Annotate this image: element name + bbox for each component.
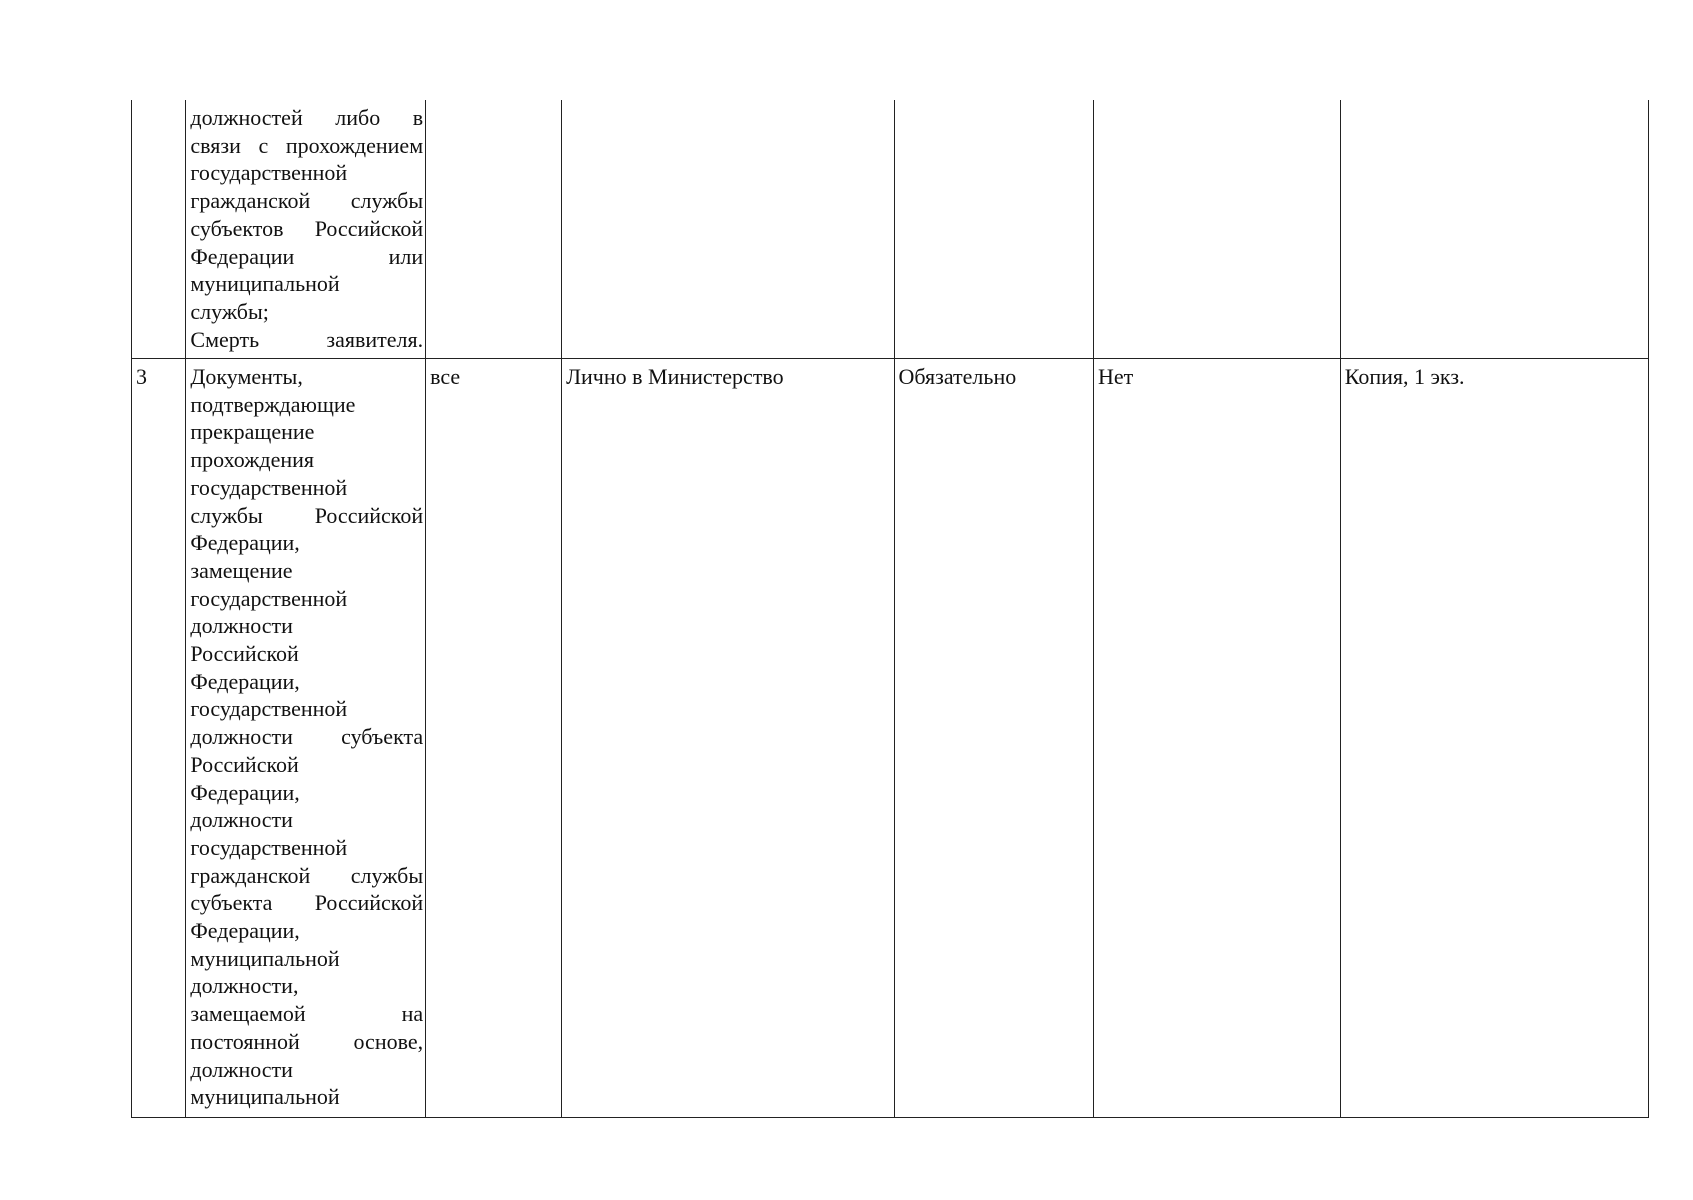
document-text <box>190 104 423 353</box>
document-line: муниципальной <box>190 945 340 971</box>
cell-form: Копия, 1 экз. <box>1340 359 1648 1118</box>
document-line: связи с прохождением <box>190 132 424 158</box>
document-line: государственной <box>190 585 348 611</box>
cell-category <box>426 100 562 359</box>
document-line: должностей либо в <box>190 105 424 130</box>
cell-number: 3 <box>132 359 186 1118</box>
document-line: Федерации, <box>190 779 300 805</box>
document-line: постоянной основе, <box>190 1028 424 1054</box>
document-line: субъекта Российской <box>190 890 424 916</box>
document-line: подтверждающие <box>190 391 356 417</box>
table-row <box>132 359 1649 1118</box>
document-line: муниципальной <box>190 271 340 297</box>
document-line: Федерации, <box>190 918 300 944</box>
document-line: Документы, <box>190 364 303 389</box>
document-line: Российской <box>190 751 299 777</box>
cell-form <box>1340 100 1648 359</box>
cell-requirement: Обязательно <box>894 359 1093 1118</box>
cell-category: все <box>426 359 562 1118</box>
document-line: замещение <box>190 557 293 583</box>
document-line: службы Российской <box>190 502 424 528</box>
document-line: должности <box>190 807 293 833</box>
document-line: субъектов Российской <box>190 215 424 241</box>
document-line: должности <box>190 1056 293 1082</box>
table-row-continued <box>132 100 1649 359</box>
document-line: должности <box>190 613 293 639</box>
document-line: государственной <box>190 160 348 186</box>
cell-document <box>186 359 426 1118</box>
document-line: прекращение <box>190 419 315 445</box>
document-line: Российской <box>190 641 299 667</box>
cell-condition: Нет <box>1093 359 1340 1118</box>
cell-condition <box>1093 100 1340 359</box>
document-line: Смерть заявителя. <box>190 326 424 352</box>
document-line: гражданской службы <box>190 188 424 214</box>
cell-document <box>186 100 426 359</box>
document-line: службы; <box>190 298 269 324</box>
document-line: государственной <box>190 834 348 860</box>
document-line: Федерации, <box>190 530 300 556</box>
document-line: государственной <box>190 696 348 722</box>
cell-number <box>132 100 186 359</box>
cell-method: Лично в Министерство <box>562 359 894 1118</box>
document-line: муниципальной <box>190 1084 340 1110</box>
document-text <box>190 363 423 1111</box>
document-line: должности субъекта <box>190 724 424 750</box>
document-line: гражданской службы <box>190 862 424 888</box>
document-line: прохождения <box>190 447 315 473</box>
cell-method <box>562 100 894 359</box>
cell-requirement <box>894 100 1093 359</box>
document-line: Федерации, <box>190 668 300 694</box>
document-line: должности, <box>190 973 299 999</box>
documents-table <box>131 100 1649 1118</box>
document-line: государственной <box>190 474 348 500</box>
document-line: Федерации или <box>190 243 424 269</box>
document-line: замещаемой на <box>190 1001 424 1027</box>
